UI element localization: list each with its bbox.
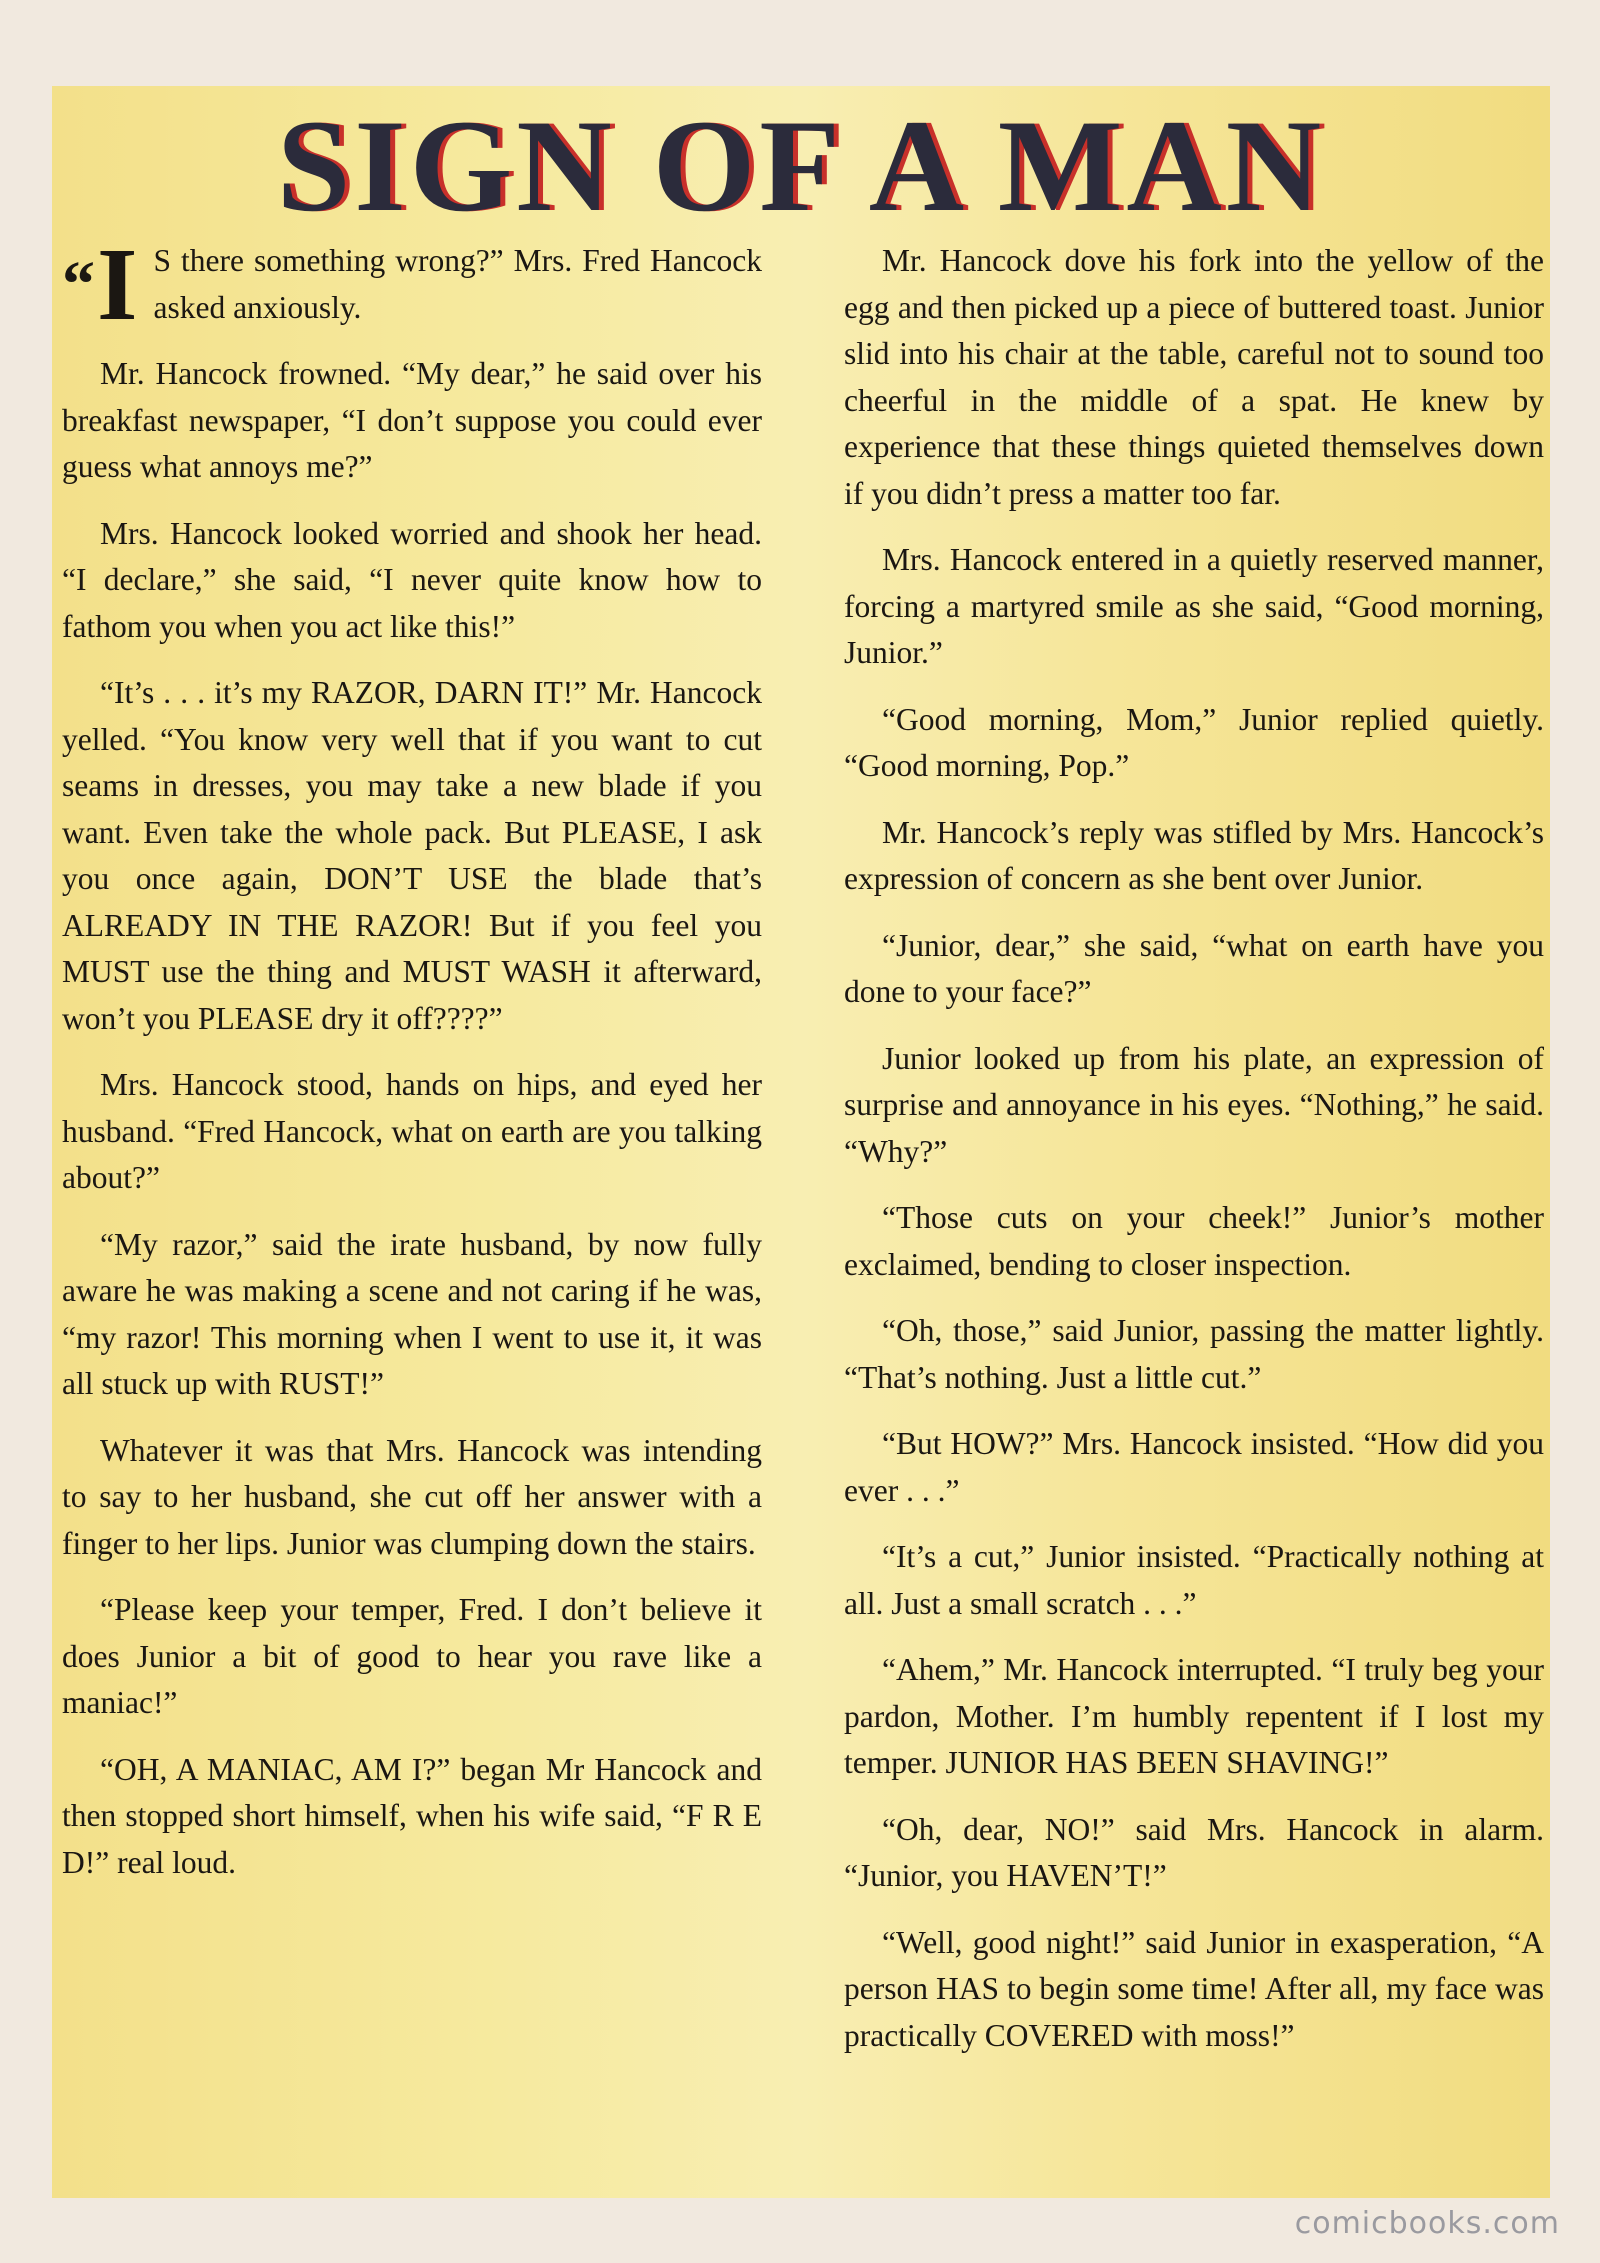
paragraph: Mr. Hancock’s reply was stifled by Mrs. Hancock’s expression of concern as she bent over Junior. <box>844 814 1544 896</box>
right-column <box>844 238 1544 2178</box>
paragraph: “Oh, dear, NO!” said Mrs. Hancock in alarm. “Junior, you HAVEN’T!” <box>844 1811 1544 1893</box>
paragraph: “Junior, dear,” she said, “what on earth have you done to your face?” <box>844 927 1544 1009</box>
paragraph: Mrs. Hancock stood, hands on hips, and eyed her husband. “Fred Hancock, what on earth are you talking about?” <box>62 1067 762 1195</box>
left-column <box>62 227 762 2178</box>
paragraph: “I S there something wrong?” Mrs. Fred Hancock asked anxiously. <box>62 227 762 342</box>
paragraph: Mr. Hancock dove his fork into the yellow of the egg and then picked up a piece of buttered toast. Junior slid into his chair at the table, careful not to sound too cheerful in the middle of a spat. He knew by experience that these things quieted themselves down if you didn’t press a matter too far. <box>844 243 1544 511</box>
paragraph: “Oh, those,” said Junior, passing the matter lightly. “That’s nothing. Just a little cut.” <box>844 1313 1544 1395</box>
story-title: SIGN OF A MAN <box>276 92 1326 239</box>
paragraph: Mr. Hancock frowned. “My dear,” he said over his breakfast newspaper, “I don’t suppose you could ever guess what annoys me?” <box>62 356 762 484</box>
drop-cap: “I <box>62 227 138 342</box>
paragraph: Mrs. Hancock looked worried and shook her head. “I declare,” she said, “I never quite know how to fathom you when you act like this!” <box>62 515 762 644</box>
story-page <box>52 86 1550 2198</box>
paragraph: “Good morning, Mom,” Junior replied quietly. “Good morning, Pop.” <box>844 701 1544 783</box>
paragraph: Mrs. Hancock entered in a quietly reserved manner, forcing a martyred smile as she said, “Good morning, Junior.” <box>844 542 1544 670</box>
paragraph: “But HOW?” Mrs. Hancock insisted. “How did you ever . . .” <box>844 1426 1544 1508</box>
watermark: comicbooks.com <box>1294 2206 1560 2241</box>
paragraph: “Well, good night!” said Junior in exasperation, “A person HAS to begin some time! After all, my face was practically COVERED with moss!” <box>844 1924 1544 2053</box>
paragraph: “It’s . . . it’s my RAZOR, DARN IT!” Mr. Hancock yelled. “You know very well that if you want to cut seams in dresses, you may take a new blade if you want. Even take the whole pack. But PLEASE, I ask you once again, DON’T USE the blade that’s ALREADY IN THE RAZOR! But if you feel you MUST use the thing and MUST WASH it afterward, won’t you PLEASE dry it off????” <box>62 675 762 1036</box>
paragraph: Junior looked up from his plate, an expression of surprise and annoyance in his eyes. “Nothing,” he said. “Why?” <box>844 1040 1544 1169</box>
paragraph: “Please keep your temper, Fred. I don’t believe it does Junior a bit of good to hear you rave like a maniac!” <box>62 1592 762 1720</box>
paragraph: “My razor,” said the irate husband, by now fully aware he was making a scene and not caring if he was, “my razor! This morning when I went to use it, it was all stuck up with RUST!” <box>62 1226 762 1401</box>
paragraph: “It’s a cut,” Junior insisted. “Practically nothing at all. Just a small scratch . . .” <box>844 1539 1544 1621</box>
paragraph: “Those cuts on your cheek!” Junior’s mother exclaimed, bending to closer inspection. <box>844 1200 1544 1282</box>
paragraph: “OH, A MANIAC, AM I?” began Mr Hancock and then stopped short himself, when his wife said, “F R E D!” real loud. <box>62 1751 762 1880</box>
paragraph: Whatever it was that Mrs. Hancock was intending to say to her husband, she cut off her answer with a finger to her lips. Junior was clumping down the stairs. <box>62 1432 762 1561</box>
paragraph: “Ahem,” Mr. Hancock interrupted. “I truly beg your pardon, Mother. I’m humbly repentent if I lost my temper. JUNIOR HAS BEEN SHAVING!” <box>844 1652 1544 1780</box>
